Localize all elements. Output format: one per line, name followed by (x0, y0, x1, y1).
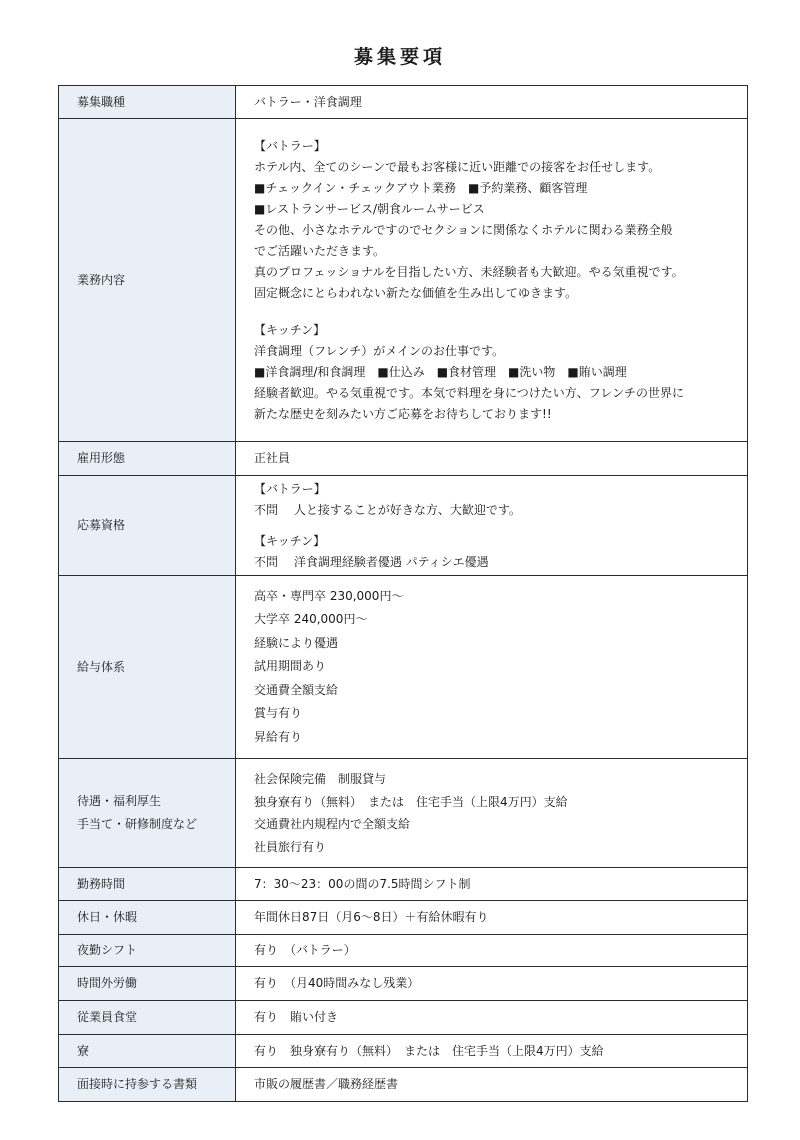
row-value (236, 759, 748, 868)
table-row (59, 935, 748, 967)
row-label: 夜勤シフト (59, 935, 236, 967)
row-value (236, 1068, 748, 1102)
row-label: 給与体系 (59, 576, 236, 759)
value-line: でご活躍いただきます。 (254, 243, 386, 258)
table-row (59, 442, 748, 476)
value-line: 洋食調理（フレンチ）がメインのお仕事です。 (254, 343, 505, 358)
value-line: ホテル内、全てのシーンで最もお客様に近い距離での接客をお任せします。 (254, 159, 661, 174)
value-line: 経験により優遇 (254, 635, 339, 650)
row-value (236, 967, 748, 1001)
table-row (59, 901, 748, 935)
table-row (59, 1035, 748, 1068)
row-value (236, 1001, 748, 1035)
table-row (59, 86, 748, 119)
value-line: 高卒・専門卒 230,000円～ (254, 588, 404, 603)
row-value (236, 442, 748, 476)
value-line: 【バトラー】 (254, 481, 326, 496)
recruitment-table (58, 85, 748, 1102)
value-line: 試用期間あり (254, 659, 327, 674)
value-line: 有り 独身寮有り（無料） または 住宅手当（上限4万円）支給 (254, 1043, 604, 1058)
row-value (236, 868, 748, 901)
value-line: 有り （バトラー） (254, 943, 356, 957)
row-label: 勤務時間 (59, 868, 236, 901)
value-line: 不問 洋食調理経験者優遇 パティシエ優遇 (254, 554, 489, 569)
value-line: 交通費社内規程内で全額支給 (254, 817, 411, 831)
row-label: 休日・休暇 (59, 901, 236, 935)
value-line: ■洋食調理/和食調理 ■仕込み ■食材管理 ■洗い物 ■賄い調理 (254, 364, 627, 379)
row-label (59, 759, 236, 868)
value-line: 賞与有り (254, 706, 303, 721)
value-line: 独身寮有り（無料） または 住宅手当（上限4万円）支給 (254, 794, 568, 809)
row-label: 面接時に持参する書類 (59, 1068, 236, 1102)
value-line: 有り 賄い付き (254, 1010, 339, 1024)
value-line: 交通費全額支給 (254, 682, 339, 697)
value-line: 大学卒 240,000円～ (254, 612, 368, 627)
value-line: 固定概念にとらわれない新たな価値を生み出してゆきます。 (254, 285, 578, 300)
row-label: 寮 (59, 1035, 236, 1068)
table-row (59, 868, 748, 901)
row-label: 募集職種 (59, 86, 236, 119)
value-line: 不問 人と接することが好きな方、大歓迎です。 (254, 502, 521, 517)
table-row (59, 576, 748, 759)
value-line: 年間休日87日（月6～8日）＋有給休暇有り (254, 910, 489, 924)
row-label: 時間外労働 (59, 967, 236, 1001)
table-row (59, 476, 748, 576)
page-title: 募集要項 (353, 46, 446, 68)
value-line: バトラー・洋食調理 (254, 94, 362, 109)
label-line: 手当て・研修制度など (77, 817, 198, 831)
table-row (59, 1001, 748, 1035)
table-row (59, 759, 748, 868)
value-line: 昇給有り (254, 729, 303, 744)
row-value (236, 901, 748, 935)
value-line: 【キッチン】 (254, 322, 326, 337)
value-line: その他、小さなホテルですのでセクションに関係なくホテルに関わる業務全般 (254, 222, 673, 237)
value-line: 市販の履歴書／職務経歴書 (254, 1077, 399, 1091)
value-line: 正社員 (254, 451, 291, 465)
value-line: 真のプロフェッショナルを目指したい方、未経験者も大歓迎。やる気重視です。 (254, 264, 684, 279)
value-line: 社会保険完備 制服貸与 (254, 772, 387, 786)
value-line: 社員旅行有り (254, 839, 327, 854)
table-row (59, 967, 748, 1001)
value-line: 【キッチン】 (254, 533, 326, 548)
value-line: ■レストランサービス/朝食ルームサービス (254, 201, 485, 216)
row-value (236, 476, 748, 576)
table-row (59, 1068, 748, 1102)
label-line: 待遇・福利厚生 (77, 793, 162, 808)
value-line: 有り （月40時間みなし残業） (254, 976, 420, 990)
row-value (236, 576, 748, 759)
value-line: 【バトラー】 (254, 138, 326, 153)
row-label: 従業員食堂 (59, 1001, 236, 1035)
row-label: 雇用形態 (59, 442, 236, 476)
value-line: 新たな歴史を刻みたい方ご応募をお待ちしております!! (254, 406, 552, 421)
value-line: 7：30～23：00の間の7.5時間シフト制 (254, 876, 471, 891)
row-label: 応募資格 (59, 476, 236, 576)
value-line: ■チェックイン・チェックアウト業務 ■予約業務、顧客管理 (254, 180, 588, 195)
table-row (59, 119, 748, 442)
row-value (236, 119, 748, 442)
row-label: 業務内容 (59, 119, 236, 442)
row-value (236, 935, 748, 967)
row-value (236, 1035, 748, 1068)
row-value (236, 86, 748, 119)
value-line: 経験者歓迎。やる気重視です。本気で料理を身につけたい方、フレンチの世界に (254, 385, 685, 400)
